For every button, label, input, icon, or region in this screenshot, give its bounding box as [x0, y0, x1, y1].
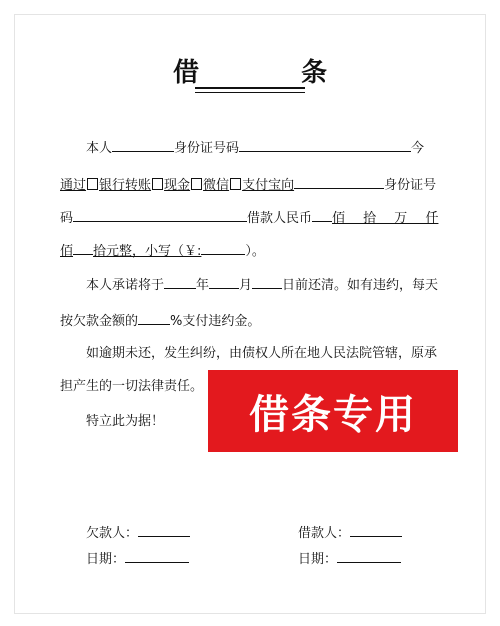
text-penalty: %支付违约金。 — [170, 314, 261, 329]
text-promise: 本人承诺将于 — [86, 278, 165, 293]
text-bai: 佰 — [60, 244, 74, 259]
text-jin: 今 — [411, 141, 425, 156]
borrower-signature — [298, 522, 402, 541]
blank-year[interactable] — [164, 274, 196, 289]
checkbox-cash[interactable] — [152, 178, 163, 190]
text-wechat: 微信 — [203, 178, 230, 193]
text-lowercase: 拾元整，小写（￥: — [93, 244, 202, 259]
debtor-label: 欠款人： — [86, 526, 139, 541]
text-year: 年 — [196, 278, 210, 293]
text-id-number-2: 身份证号 — [384, 178, 437, 193]
blank-penalty-rate[interactable] — [138, 310, 170, 325]
text-day-clause: 日前还清。如有违约，每天 — [282, 278, 439, 293]
blank-lender-id[interactable] — [73, 207, 247, 222]
text-id-number: 身份证号码 — [174, 141, 240, 156]
blank-debtor[interactable] — [138, 522, 190, 537]
clause-line-3 — [60, 207, 440, 228]
blank-name[interactable] — [112, 137, 174, 152]
clause-line-5 — [86, 274, 446, 295]
blank-lender-name[interactable] — [294, 174, 384, 189]
blank-id-number[interactable] — [239, 137, 411, 152]
clause-line-4 — [60, 240, 440, 261]
text-bank-transfer: 银行转账 — [99, 178, 152, 193]
borrower-date-label: 日期： — [298, 552, 338, 567]
debtor-date-label: 日期： — [86, 552, 126, 567]
text-alipay: 支付宝向 — [242, 178, 295, 193]
clause-line-7: 如逾期未还，发生纠纷，由债权人所在地人民法院管辖，原承 — [86, 346, 438, 361]
blank-month[interactable] — [209, 274, 239, 289]
blank-debtor-date[interactable] — [125, 548, 189, 563]
text-per-amount: 按欠款金额的 — [60, 314, 139, 329]
page-title: 借 条 — [172, 58, 365, 88]
debtor-date — [86, 548, 189, 567]
text-borrow-rmb: 借款人民币 — [247, 211, 313, 226]
checkbox-wechat[interactable] — [191, 178, 202, 190]
text-close-paren: ）。 — [245, 244, 265, 259]
clause-line-8: 担产生的一切法律责任。 — [60, 379, 204, 394]
title-underline-thin — [195, 92, 305, 93]
clause-line-1 — [86, 137, 446, 158]
clause-line-2 — [60, 174, 440, 195]
blank-borrower[interactable] — [350, 522, 402, 537]
borrower-label: 借款人： — [298, 526, 351, 541]
debtor-signature — [86, 522, 190, 541]
text-benren: 本人 — [86, 141, 113, 156]
clause-line-6 — [60, 310, 440, 331]
blank-borrower-date[interactable] — [337, 548, 401, 563]
clause-line-9: 特立此为据！ — [86, 414, 165, 429]
text-cash: 现金 — [164, 178, 191, 193]
text-amount-units: 佰 拾 万 仟 — [332, 211, 439, 226]
checkbox-alipay[interactable] — [230, 178, 241, 190]
text-tongguo: 通过 — [60, 178, 87, 193]
text-ma: 码 — [60, 211, 74, 226]
blank-day[interactable] — [252, 274, 282, 289]
text-month: 月 — [239, 278, 253, 293]
checkbox-bank-transfer[interactable] — [87, 178, 98, 190]
blank-amount-prefix[interactable] — [312, 207, 332, 222]
title-underline-thick — [195, 87, 305, 89]
blank-lowercase-amount[interactable] — [201, 240, 245, 255]
blank-bai[interactable] — [73, 240, 93, 255]
loan-note-stamp: 借条专用 — [208, 370, 458, 452]
borrower-date — [298, 548, 401, 567]
